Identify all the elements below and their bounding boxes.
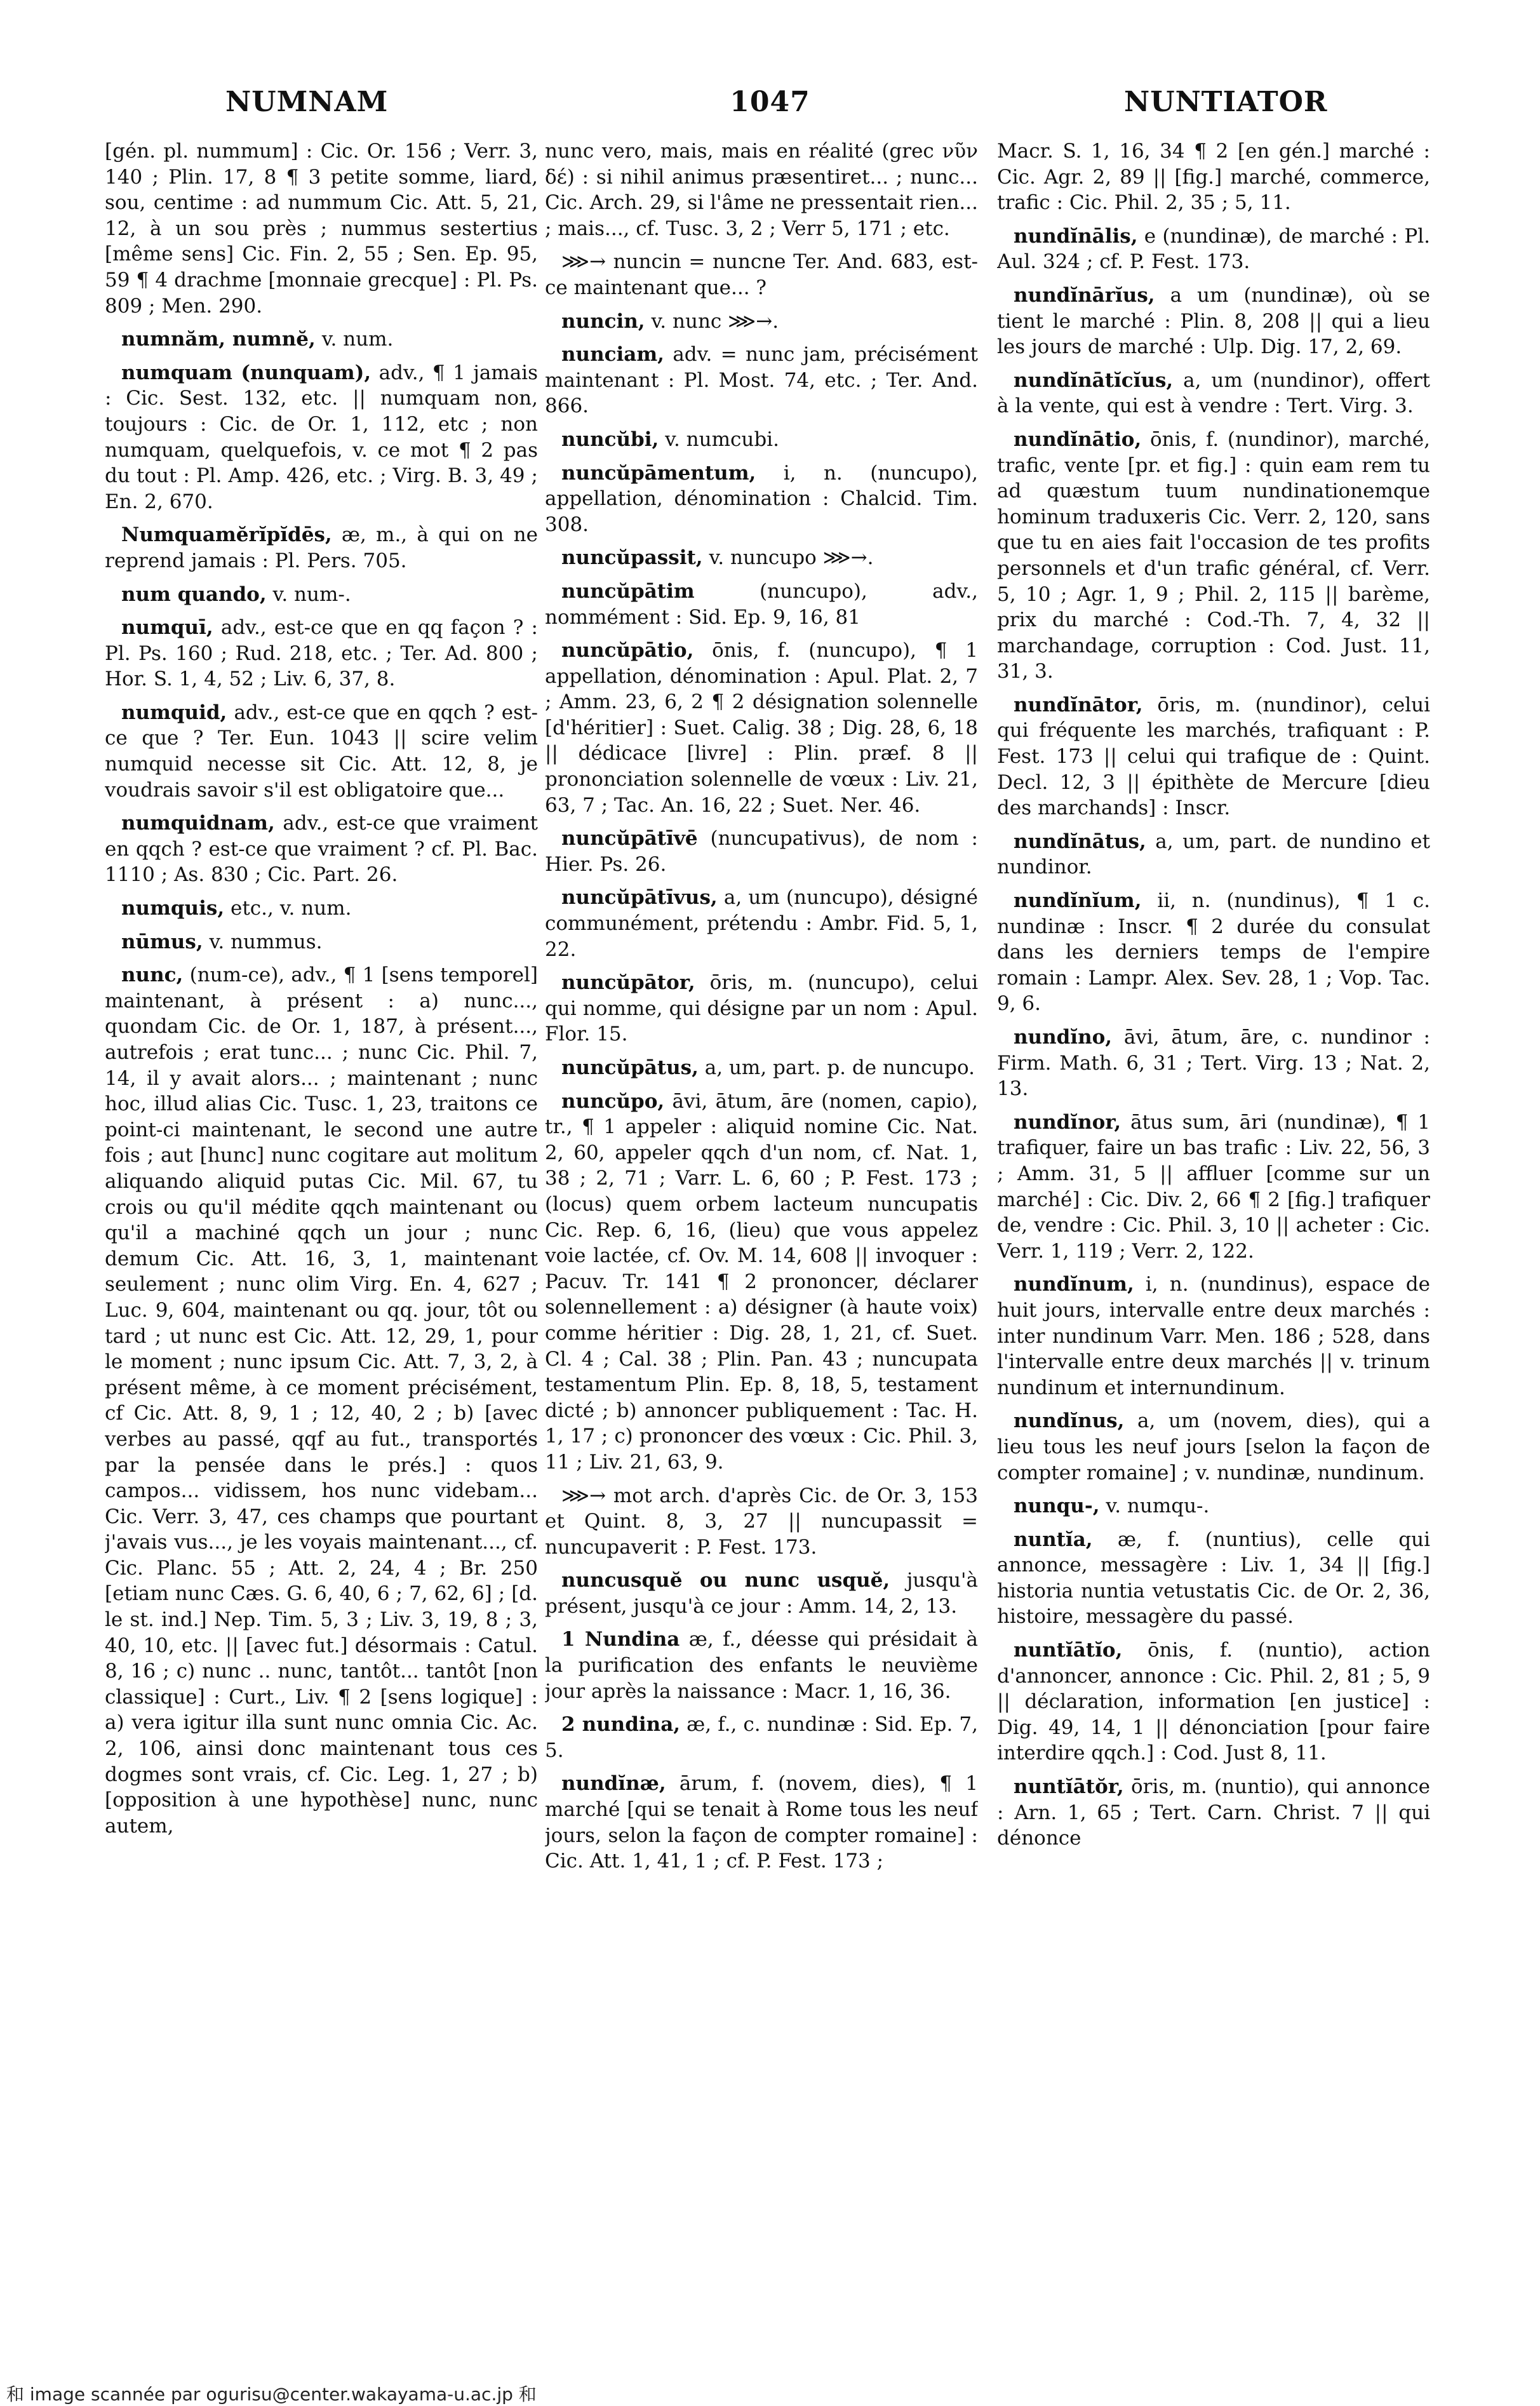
dictionary-entry — [105, 326, 538, 353]
entry-text: jusqu'à présent, jusqu'à ce jour : Amm. 14, 2, 13. — [545, 1569, 978, 1618]
column-right — [997, 138, 1430, 2311]
entry-text: āvi, ātum, āre (nomen, capio), tr., ¶ 1 appeler : aliquid nomine Cic. Nat. 2, 60, appeler qqch d'un nom, cf. Nat. 1, 38 ; 2, 71 ; Varr. L. 6, 60 ; P. Fest. 173 ; (locus) quem orbem lacteum nuncupatis Cic. Rep. 6, 16, (lieu) que vous appelez voie lactée, cf. Ov. M. 14, 608 || invoquer : Pacuv. Tr. 141 ¶ 2 prononcer, déclarer solennellement : a) désigner (à haute voix) comme héritier : Dig. 28, 1, 21, cf. Suet. Cl. 4 ; Cal. 38 ; Plin. Pan. 43 ; nuncupata testamentum Plin. Ep. 8, 18, 5, testament dicté ; b) annoncer publiquement : Tac. H. 1, 17 ; c) prononcer des vœux : Cic. Phil. 3, 11 ; Liv. 21, 63, 9. — [545, 1089, 978, 1474]
headword: nuncŭpāmentum, — [561, 461, 756, 485]
dictionary-entry — [545, 342, 978, 419]
headword: nundĭnātĭcĭus, — [1014, 368, 1174, 392]
dictionary-entry — [997, 829, 1430, 880]
dictionary-entry — [545, 1483, 978, 1561]
entry-text: adv., est-ce que en qq façon ? : Pl. Ps. 160 ; Rud. 218, etc. ; Ter. Ad. 800 ; Hor. S. 1, 4, 52 ; Liv. 6, 37, 8. — [105, 616, 538, 691]
entry-text: æ, f., déesse qui présidait à la purification des enfants le neuvième jour après la naissance : Macr. 1, 16, 36. — [545, 1628, 978, 1703]
headword: nundĭnātor, — [1014, 693, 1143, 716]
entry-text: ōnis, f. (nuntio), action d'annoncer, annonce : Cic. Phil. 2, 81 ; 5, 9 || déclaration, information [en justice] : Dig. 49, 14, 1 || dénonciation [pour faire interdire qqch.] : Cod. Just 8, 11. — [997, 1639, 1430, 1765]
entry-text: (num-ce), adv., ¶ 1 [sens temporel] maintenant, à présent : a) nunc..., quondam Cic. de Or. 1, 187, à présent..., autrefois ; erat tunc... ; nunc Cic. Phil. 7, 14, il y avait alors... ; maintenant ; nunc hoc, illud alias Cic. Tusc. 1, 23, traitons ce point-ci maintenant, le second une autre fois ; aut [hunc] nunc cogitare aut molitum aliquando aliquid putas Cic. Mil. 67, tu crois ou qu'il médite qqch maintenant ou qu'il a machiné qqch un jour ; nunc demum Cic. Att. 16, 3, 1, maintenant seulement ; nunc olim Virg. En. 4, 627 ; Luc. 9, 604, maintenant ou qq. jour, tôt ou tard ; ut nunc est Cic. Att. 12, 29, 1, pour le moment ; nunc ipsum Cic. Att. 7, 3, 2, à présent même, à ce moment précisément, cf Cic. Att. 8, 9, 1 ; 12, 40, 2 ; b) [avec verbes au passé, qqf au fut., transportés par la pensée dans le prés.] : quos campos... vidissem, hos nunc videbam... Cic. Verr. 3, 47, ces champs que pourtant j'avais vus..., je les voyais maintenant..., cf. Cic. Planc. 55 ; Att. 2, 24, 4 ; Br. 250 [etiam nunc Cæs. G. 6, 40, 6 ; 7, 62, 6] ; [d. le st. ind.] Nep. Tim. 5, 3 ; Liv. 3, 19, 8 ; 3, 40, 10, etc. || [avec fut.] désormais : Catul. 8, 16 ; c) nunc .. nunc, tantôt... tantôt [non classique] : Curt., Liv. ¶ 2 [sens logique] : a) vera igitur illa sunt nunc omnia Cic. Ac. 2, 106, ainsi donc maintenant tous ces dogmes sont vrais, cf. Cic. Leg. 1, 27 ; b) [opposition à une hypothèse] nunc, nunc autem, — [105, 964, 538, 1838]
entry-text: v. numqu-. — [1106, 1495, 1210, 1518]
scan-credit: 和 image scannée par ogurisu@center.wakayama-u.ac.jp 和 — [6, 2384, 537, 2405]
column-left — [105, 138, 538, 2311]
entry-text: a, um (nuncupo), désigné communément, prétendu : Ambr. Fid. 5, 1, 22. — [545, 886, 978, 961]
headword: nuncŭpātim — [561, 579, 695, 603]
dictionary-entry — [997, 1110, 1430, 1265]
entry-text: ōnis, f. (nuncupo), ¶ 1 appellation, dénomination : Apul. Plat. 2, 7 ; Amm. 23, 6, 2 ¶ 2 désignation solennelle [d'héritier] : Suet. Calig. 38 ; Dig. 28, 6, 18 || dédicace [livre] : Plin. præf. 8 || prononciation solennelle de vœux : Liv. 21, 63, 7 ; Tac. An. 16, 22 ; Suet. Ner. 46. — [545, 639, 978, 817]
dictionary-entry — [997, 1025, 1430, 1102]
dictionary-entry — [545, 309, 978, 335]
headword: nuncusquĕ ou nunc usquĕ, — [561, 1569, 890, 1592]
dictionary-entry — [545, 1712, 978, 1763]
entry-text: a, um, part. p. de nuncupo. — [704, 1056, 975, 1079]
dictionary-entry — [105, 896, 538, 922]
entry-text: nunc vero, mais, mais en réalité (grec νῦν δέ) : si nihil animus præsentiret... ; nunc... Cic. Arch. 29, si l'âme ne pressentait rien... ; mais..., cf. Tusc. 3, 2 ; Verr 5, 171 ; etc. — [545, 140, 978, 240]
dictionary-entry — [105, 615, 538, 692]
entry-text: (nuncupativus), de nom : Hier. Ps. 26. — [545, 827, 978, 876]
headword: nuncŭpātīvē — [561, 827, 698, 850]
dictionary-entry — [545, 826, 978, 877]
dictionary-entry — [545, 138, 978, 241]
headword: nundĭnātio, — [1014, 427, 1142, 451]
entry-text: æ, m., à qui on ne reprend jamais : Pl. Pers. 705. — [105, 523, 538, 572]
headword: nuncŭpātīvus, — [561, 886, 718, 910]
headword: nundĭnæ, — [561, 1772, 666, 1796]
entry-text: v. nunc ⋙→. — [651, 309, 779, 333]
entry-text: ōris, m. (nundinor), celui qui fréquente les marchés, trafiquant : P. Fest. 173 || celui qui trafique de : Quint. Decl. 12, 3 || épithète de Mercure [dieu des marchands] : Inscr. — [997, 693, 1430, 820]
page-header — [0, 86, 1540, 130]
entry-text: ārum, f. (novem, dies), ¶ 1 marché [qui se tenait à Rome tous les neuf jours, selon la façon de compter romaine] : Cic. Att. 1, 41, 1 ; cf. P. Fest. 173 ; — [545, 1772, 978, 1873]
headword: numquam (nunquam), — [121, 361, 372, 384]
entry-text: a, um (nundinor), offert à la vente, qui est à vendre : Tert. Virg. 3. — [997, 368, 1430, 418]
entry-text: ōris, m. (nuncupo), celui qui nomme, qui désigne par un nom : Apul. Flor. 15. — [545, 971, 978, 1046]
entry-text: a, um (novem, dies), qui a lieu tous les neuf jours [selon la façon de compter romaine] ; v. nundinæ, nundinum. — [997, 1409, 1430, 1484]
dictionary-entry — [545, 1568, 978, 1619]
page-number: 1047 — [730, 86, 810, 118]
entry-text: adv. = nunc jam, précisément maintenant : Pl. Most. 74, etc. ; Ter. And. 866. — [545, 343, 978, 418]
dictionary-entry — [545, 460, 978, 538]
headword: nuncin, — [561, 309, 645, 333]
entry-text: æ, f. (nuntius), celle qui annonce, messagère : Liv. 1, 34 || [fig.] historia nuntia vetustatis Cic. de Or. 2, 36, histoire, messagère du passé. — [997, 1528, 1430, 1629]
entry-text: āvi, ātum, āre, c. nundinor : Firm. Math. 6, 31 ; Tert. Virg. 13 ; Nat. 2, 13. — [997, 1026, 1430, 1101]
entry-text: adv., est-ce que en qqch ? est-ce que ? Ter. Eun. 1043 || scire velim numquid necesse sit Cic. Att. 12, 8, je voudrais savoir s'il est obligatoire que... — [105, 701, 538, 802]
entry-text: ōnis, f. (nundinor), marché, trafic, vente [pr. et fig.] : quin eam rem tu ad quæstum tuum nundinationemque hominum traduxeris Cic. Verr. 2, 120, sans que tu en aies fait l'occasion de tes profits personnels et d'un trafic général, cf. Verr. 5, 10 ; Agr. 1, 9 ; Phil. 2, 115 || barème, prix du marché : Cod.-Th. 7, 4, 32 || marchandage, corruption : Cod. Just. 11, 31, 3. — [997, 427, 1430, 683]
dictionary-entry — [997, 138, 1430, 216]
headword: nundĭnātus, — [1014, 830, 1146, 853]
dictionary-entry — [545, 1771, 978, 1874]
entry-text: ātus sum, āri (nundinæ), ¶ 1 trafiquer, faire un bas trafic : Liv. 22, 56, 3 ; Amm. 31, 5 || affluer [comme sur un marché] : Cic. Div. 2, 66 ¶ 2 [fig.] trafiquer de, vendre : Cic. Phil. 3, 10 || acheter : Cic. Verr. 1, 119 ; Verr. 2, 122. — [997, 1110, 1430, 1263]
entry-text: Macr. S. 1, 16, 34 ¶ 2 [en gén.] marché : Cic. Agr. 2, 89 || [fig.] marché, commerce, trafic : Cic. Phil. 2, 35 ; 5, 11. — [997, 140, 1430, 215]
dictionary-entry — [105, 810, 538, 888]
dictionary-entry — [997, 888, 1430, 1017]
dictionary-entry — [997, 692, 1430, 821]
dictionary-entry — [545, 545, 978, 571]
headword: nuncŭpātor, — [561, 971, 695, 995]
headword: nuntĭa, — [1014, 1528, 1093, 1551]
headword: nundĭnor, — [1014, 1110, 1122, 1134]
headword: numquis, — [121, 897, 225, 920]
dictionary-entry — [545, 638, 978, 818]
headword: nundĭnum, — [1014, 1273, 1134, 1296]
dictionary-entry — [105, 929, 538, 955]
dictionary-entry — [105, 582, 538, 608]
dictionary-entry — [997, 224, 1430, 275]
headword: nuncŭpassit, — [561, 546, 703, 570]
dictionary-entry — [545, 1089, 978, 1475]
dictionary-entry — [105, 138, 538, 319]
entry-text: ii, n. (nundinus), ¶ 1 c. nundinæ : Inscr. ¶ 2 durée du consulat dans les derniers temps de l'empire romain : Lampr. Alex. Sev. 28, 1 ; Vop. Tac. 9, 6. — [997, 889, 1430, 1016]
entry-text: ōris, m. (nuntio), qui annonce : Arn. 1, 65 ; Tert. Carn. Christ. 7 || qui dénonce — [997, 1775, 1430, 1850]
headword: numnăm, numnĕ, — [121, 328, 316, 351]
headword: nundĭnārĭus, — [1014, 283, 1155, 307]
headword: nundĭnus, — [1014, 1409, 1125, 1433]
entry-text: v. num. — [321, 328, 394, 351]
right-running-head: NUNTIATOR — [1124, 86, 1328, 118]
entry-text: i, n. (nundinus), espace de huit jours, intervalle entre deux marchés : inter nundinum Varr. Men. 186 ; 528, dans l'intervalle entre deux marchés || v. trinum nundinum et internundinum. — [997, 1273, 1430, 1399]
headword: nundĭno, — [1014, 1026, 1113, 1049]
headword: nundĭnālis, — [1014, 224, 1138, 248]
dictionary-entry — [545, 885, 978, 962]
headword: nuncŭpātus, — [561, 1056, 699, 1079]
entry-text: a um (nundinæ), où se tient le marché : Plin. 8, 208 || qui a lieu les jours de marché : Ulp. Dig. 17, 2, 69. — [997, 283, 1430, 359]
dictionary-entry — [545, 970, 978, 1047]
dictionary-entry — [105, 522, 538, 574]
headword: nunciam, — [561, 343, 664, 366]
entry-text: v. numcubi. — [665, 427, 779, 451]
headword: nuncŭpo, — [561, 1089, 665, 1113]
dictionary-entry — [997, 1493, 1430, 1519]
column-middle — [545, 138, 978, 2311]
entry-text: adv., ¶ 1 jamais : Cic. Sest. 132, etc. || numquam non, toujours : Cic. de Or. 1, 112, etc ; non numquam, quelquefois, v. ce mot ¶ 2 pas du tout : Pl. Amp. 426, etc. ; Virg. B. 3, 49 ; En. 2, 670. — [105, 361, 538, 513]
left-running-head: NUMNAM — [225, 86, 389, 118]
entry-text: i, n. (nuncupo), appellation, dénomination : Chalcid. Tim. 308. — [545, 461, 978, 536]
entry-text: (nuncupo), adv., nommément : Sid. Ep. 9, 16, 81 — [545, 579, 978, 629]
dictionary-entry — [545, 249, 978, 300]
dictionary-entry — [997, 1637, 1430, 1766]
headword: 1 Nundina — [561, 1628, 680, 1651]
entry-text: v. num-. — [272, 582, 351, 606]
dictionary-entry — [545, 1055, 978, 1081]
entry-text: ⋙→ nuncin = nuncne Ter. And. 683, est-ce maintenant que... ? — [545, 250, 978, 299]
headword: nuntĭātŏr, — [1014, 1775, 1124, 1799]
headword: nūmus, — [121, 930, 203, 953]
dictionary-entry — [105, 360, 538, 515]
dictionary-entry — [997, 1272, 1430, 1401]
headword: Numquamĕrĭpĭdēs, — [121, 523, 332, 547]
headword: nundĭnĭum, — [1014, 889, 1142, 913]
dictionary-entry — [997, 283, 1430, 360]
dictionary-entry — [545, 1627, 978, 1704]
dictionary-entry — [545, 427, 978, 453]
entry-text: a, um, part. de nundino et nundinor. — [997, 830, 1430, 879]
headword: nuntĭātĭo, — [1014, 1639, 1123, 1662]
entry-text: adv., est-ce que vraiment en qqch ? est-ce que vraiment ? cf. Pl. Bac. 1110 ; As. 830 ; Cic. Part. 26. — [105, 812, 538, 887]
dictionary-entry — [105, 962, 538, 1839]
dictionary-entry — [997, 1527, 1430, 1630]
headword: nunqu-, — [1014, 1495, 1100, 1518]
dictionary-entry — [105, 700, 538, 803]
headword: 2 nundina, — [561, 1713, 681, 1737]
entry-text: æ, f., c. nundinæ : Sid. Ep. 7, 5. — [545, 1713, 978, 1762]
dictionary-entry — [997, 368, 1430, 419]
headword: nuncŭpātio, — [561, 639, 694, 662]
entry-text: e (nundinæ), de marché : Pl. Aul. 324 ; cf. P. Fest. 173. — [997, 224, 1430, 274]
headword: num quando, — [121, 582, 267, 606]
entry-text: v. nuncupo ⋙→. — [709, 546, 874, 570]
dictionary-entry — [997, 1408, 1430, 1486]
entry-text: ⋙→ mot arch. d'après Cic. de Or. 3, 153 et Quint. 8, 3, 27 || nuncupassit = nuncupaverit : P. Fest. 173. — [545, 1484, 978, 1559]
entry-text: etc., v. num. — [230, 897, 352, 920]
entry-text: v. nummus. — [209, 930, 323, 953]
headword: nunc, — [121, 964, 184, 987]
dictionary-entry — [997, 1774, 1430, 1852]
headword: nuncŭbi, — [561, 427, 659, 451]
entry-text: [gén. pl. nummum] : Cic. Or. 156 ; Verr. 3, 140 ; Plin. 17, 8 ¶ 3 petite somme, liard, sou, centime : ad nummum Cic. Att. 5, 21, 12, à un sou près ; nummus sestertius [même sens] Cic. Fin. 2, 55 ; Sen. Ep. 95, 59 ¶ 4 drachme [monnaie grecque] : Pl. Ps. 809 ; Men. 290. — [105, 140, 538, 318]
headword: numquī, — [121, 616, 213, 640]
headword: numquidnam, — [121, 812, 275, 835]
headword: numquid, — [121, 701, 227, 724]
dictionary-entry — [997, 427, 1430, 685]
dictionary-entry — [545, 579, 978, 630]
